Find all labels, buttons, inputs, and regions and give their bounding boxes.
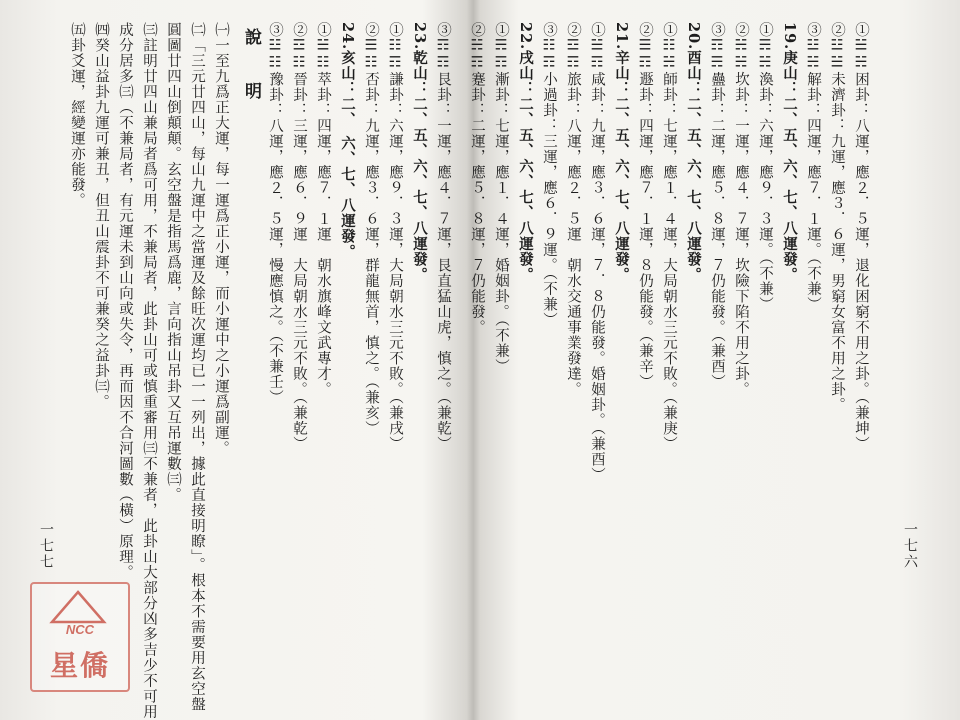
text-column: ②☵☵坎卦：一運，應４．７運，坎險下陷不用之卦。 (733, 22, 749, 397)
text-column: 成分居多㈢（不兼局者，有元運未到山向或失令，再而因不合河圖數（橫）原理。 (117, 22, 133, 580)
triangle-logo-icon (50, 590, 106, 624)
text-column: ①☷☶謙卦：六運，應９．３運，大局朝水三元不敗。（兼戌） (387, 22, 403, 452)
text-column: 22.戌山：二、五、六、七、八運發。 (517, 22, 534, 283)
text-column: ②☰☶遯卦：四運，應７．１運，８仍能發。（兼辛） (637, 22, 653, 390)
text-column: 24.亥山：二、 六、七、八運發。 (339, 22, 356, 260)
text-column: ③☷☶小過卦：三運，應６．９運。（不兼） (541, 22, 557, 328)
page-number-left: 一七七 (38, 522, 54, 570)
page-number-right: 一七六 (902, 522, 918, 570)
text-column: ①☴☶漸卦：七運，應１．４運，婚姻卦。（不兼） (493, 22, 509, 375)
stamp-name: 星僑 (49, 649, 110, 682)
text-column: ①☱☵困卦：八運，應２．５運，退化困窮不用之卦。（兼坤） (853, 22, 869, 452)
right-page (469, 18, 872, 658)
text-column: 21.辛山：二、五、六、七、八運發。 (613, 22, 630, 283)
text-column: 23.乾山：二、五、六、七、八運發。 (411, 22, 428, 283)
text-column: ②☵☶蹇卦：二運，應５．８運，７仍能發。 (469, 22, 485, 335)
text-column: ㈤卦爻運，經變運亦能發。 (69, 22, 85, 208)
text-column: ①☱☶咸卦：九運，應３．６運，７．８仍能發。婚姻卦。（兼酉） (589, 22, 605, 483)
text-column: ①☱☷萃卦：四運，應７．１運 朝水旗峰文武專才。 (315, 22, 331, 397)
publisher-stamp (30, 582, 130, 692)
text-column: ㈡「三元廿四山，每山九運中之當運及餘旺次運均已一一列出，據此直接明瞭」。根本不需要用玄空盤 (189, 22, 205, 713)
text-column: 圓圖廿四山倒顛顛。玄空盤是指馬爲鹿，言向指山吊卦又互吊運數㈢。 (165, 22, 181, 503)
text-column: ③☳☵解卦：四運，應７．１運。（不兼） (805, 22, 821, 313)
text-column: ③☶☶艮卦：一運，應４．７運，艮直猛山虎，慎之。（兼乾） (435, 22, 451, 452)
text-column: ①☴☵渙卦：六運，應９．３運。（不兼） (757, 22, 773, 313)
right-page-columns (469, 18, 872, 658)
text-column: 19.庚山：二、五、六、七、八運發。 (781, 22, 798, 283)
text-column: ③☶☴蠱卦：二運，應５．８運，７仍能發。（兼酉） (709, 22, 725, 390)
left-page-trigram-list (264, 18, 454, 452)
text-column: ②☲☷晉卦：三運，應６．９運 大局朝水三元不敗。（兼乾） (291, 22, 307, 452)
text-column: ③☳☷豫卦：八運，應２．５運，慢應慎之。（不兼壬） (267, 22, 283, 406)
stamp-mark: NCC (65, 622, 95, 637)
text-column: ②☲☶旅卦：八運，應２．５運 朝水交通事業發達。 (565, 22, 581, 397)
text-column: ㈣癸山益卦九運可兼丑，但丑山震卦不可兼癸之益卦㈢。 (93, 22, 109, 410)
text-column: ㈢註明廿四山兼局者爲可用，不兼局者，此卦山可或慎重審用㈢不兼者，此卦山大部分凶多吉少不可用 (141, 22, 157, 720)
text-column: ②☰☷否卦：九運，應３．６運，群龍無首，慎之。（兼亥） (363, 22, 379, 437)
text-column: 20.酉山：二、五、六、七、八運發。 (685, 22, 702, 283)
section-heading: 說 明 (241, 28, 261, 109)
text-column: ㈠一至九爲正大運，每一運爲正小運，而小運中之小運爲副運。 (213, 22, 229, 456)
text-column: ②☳☱未濟卦：九運，應３．６運，男窮女富不用之卦。 (829, 22, 845, 413)
text-column: ①☷☵師卦：七運，應１．４運，大局朝水三元不敗。（兼庚） (661, 22, 677, 452)
